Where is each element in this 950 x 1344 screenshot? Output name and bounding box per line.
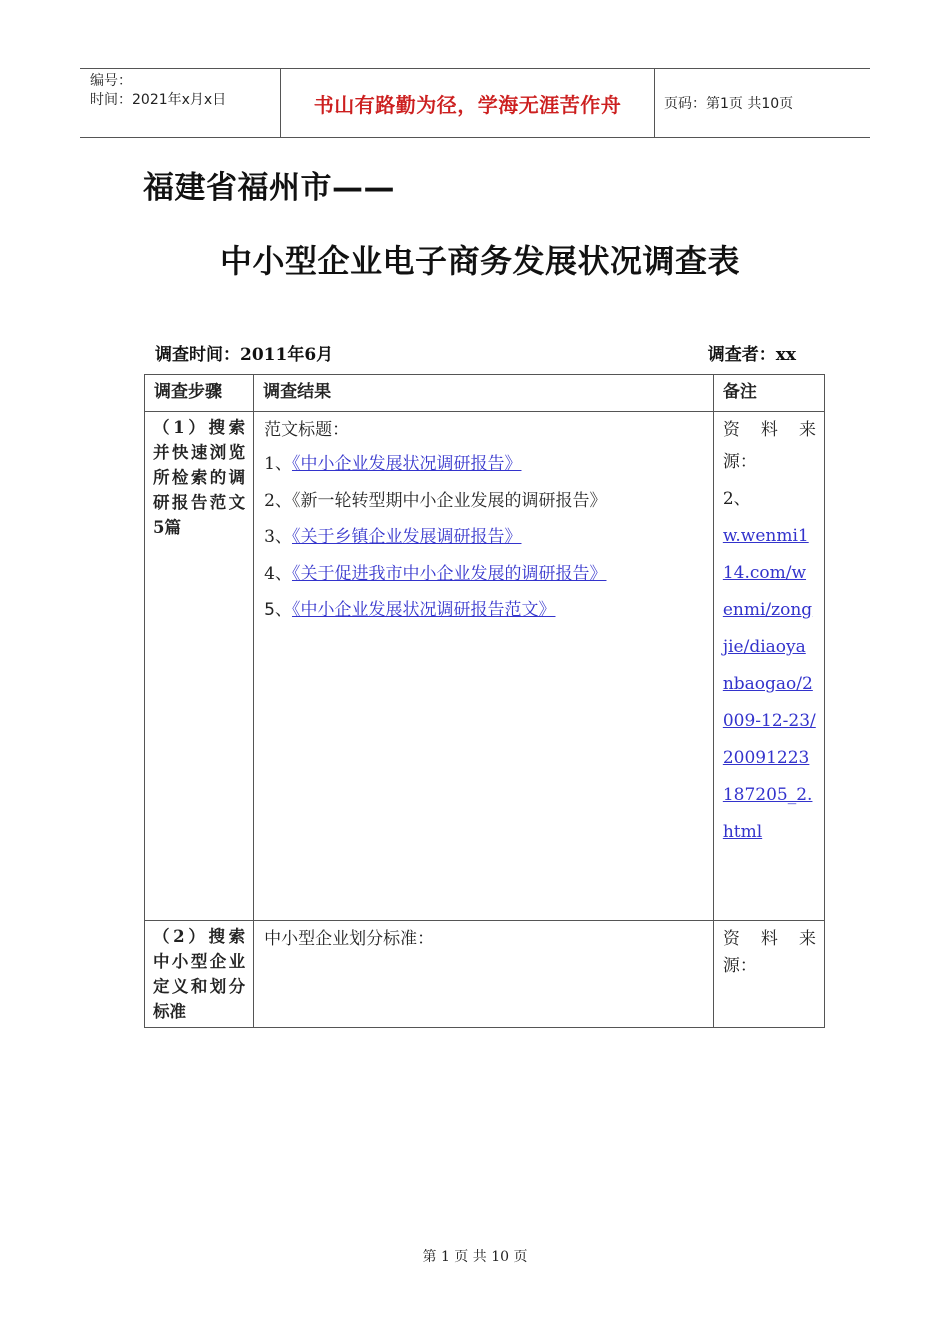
report-link-1[interactable]: 《中小企业发展状况调研报告》 (291, 454, 522, 474)
header-result: 调查结果 (254, 375, 714, 412)
note-cell: 资 料 来 源： 2、 w.wenmi114.com/wenmi/zongjie/diaoyanbaogao/2009-12-23/20091223187205_2.html (713, 412, 824, 921)
list-item: 2、《新一轮转型期中小企业发展的调研报告》 (264, 490, 607, 511)
result-label: 范文标题： (264, 420, 350, 440)
page-info: 页码：第1页 共10页 (664, 96, 794, 112)
table-row (145, 921, 825, 1028)
number-label: 编号： (90, 73, 132, 89)
time-label: 时间：2021年x月x日 (90, 92, 227, 108)
surveyor: 调查者：xx (707, 345, 796, 365)
report-link-5[interactable]: 《中小企业发展状况调研报告范文》 (291, 600, 556, 620)
list-item: 3、《关于乡镇企业发展调研报告》 (264, 527, 522, 547)
source-link[interactable]: w.wenmi114.com/wenmi/zongjie/diaoyanbaogao/2009-12-23/20091223187205_2.html (722, 526, 816, 842)
header-step: 调查步骤 (145, 375, 254, 412)
note-label: 资 料 来 (722, 420, 816, 440)
step-cell (145, 412, 254, 921)
report-link-4[interactable]: 《关于促进我市中小企业发展的调研报告》 (291, 563, 607, 584)
list-item: 4、《关于促进我市中小企业发展的调研报告》 (264, 563, 607, 584)
survey-table (144, 374, 825, 1028)
step-text: （2）搜索中小型企业定义和划分标准 (153, 927, 246, 1021)
header-left-cell (80, 69, 281, 137)
note-cell: 资 料 来 源： (713, 921, 824, 1028)
step-cell (145, 921, 254, 1028)
result-cell (254, 412, 714, 921)
note-label: 资 料 来 (722, 929, 816, 949)
report-link-3[interactable]: 《关于乡镇企业发展调研报告》 (291, 527, 522, 547)
survey-time: 调查时间：2011年6月 (155, 345, 334, 365)
header-note: 备注 (713, 375, 824, 412)
page-header (80, 68, 870, 138)
motto: 书山有路勤为径，学海无涯苦作舟 (281, 69, 655, 137)
list-item: 1、《中小企业发展状况调研报告》 (264, 454, 522, 474)
result-label: 中小型企业划分标准： (264, 929, 435, 949)
report-title-2: 《新一轮转型期中小企业发展的调研报告》 (291, 490, 607, 511)
list-item: 5、《中小企业发展状况调研报告范文》 (264, 600, 556, 620)
result-cell (254, 921, 714, 1028)
title-line-1: 福建省福州市—— (143, 170, 395, 206)
step-text: （1）搜索并快速浏览所检索的调研报告范文5篇 (153, 418, 246, 537)
table-row (145, 412, 825, 921)
table-header-row (145, 375, 825, 412)
page-footer: 第 1 页 共 10 页 (422, 1249, 528, 1265)
title-line-2: 中小型企业电子商务发展状况调查表 (220, 242, 741, 280)
note-number: 2、 (722, 489, 751, 509)
